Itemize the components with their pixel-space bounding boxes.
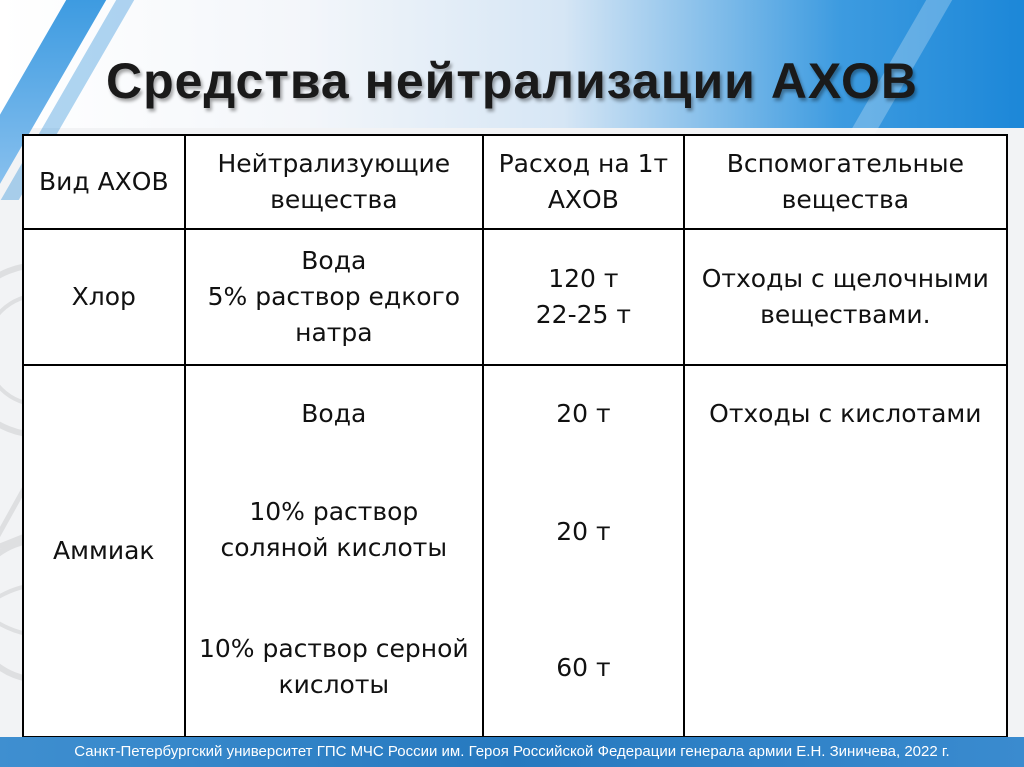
cell-chlor-consumption <box>483 229 684 365</box>
chlor-substance-line: 5% раствор едкого <box>207 282 461 311</box>
table-header-row <box>23 135 1007 229</box>
header-cell-type: Вид АХОВ <box>23 135 185 229</box>
ammonia-substance-line: 10% раствор серной <box>198 634 469 663</box>
cell-chlor-name: Хлор <box>23 229 185 365</box>
chlor-auxiliary-line: веществами. <box>760 300 931 329</box>
cell-chlor-auxiliary <box>684 229 1007 365</box>
ammonia-consumption-line: 60 т <box>556 653 611 682</box>
table-row-ammonia <box>23 365 1007 737</box>
footer-bar: Санкт-Петербургский университет ГПС МЧС России им. Героя Российской Федерации генерала армии Е.Н. Зиничева, 2022 г. <box>0 737 1024 767</box>
cell-ammonia-substances <box>185 365 483 737</box>
table-row-chlor <box>23 229 1007 365</box>
header-cell-substances: Нейтрализующие вещества <box>185 135 483 229</box>
ammonia-consumption-line: 20 т <box>556 517 611 546</box>
cell-ammonia-consumption <box>483 365 684 737</box>
cell-ammonia-name: Аммиак <box>23 365 185 737</box>
ammonia-auxiliary-line: Отходы с кислотами <box>709 399 982 428</box>
ammonia-substance-item <box>192 396 476 432</box>
chlor-auxiliary-line: Отходы с щелочными <box>701 264 989 293</box>
chlor-consumption-line: 120 т <box>548 264 619 293</box>
header-cell-auxiliary: Вспомогательные вещества <box>684 135 1007 229</box>
ammonia-substance-item <box>192 494 476 566</box>
ammonia-consumption-line: 20 т <box>556 399 611 428</box>
header-cell-consumption: Расход на 1т АХОВ <box>483 135 684 229</box>
ammonia-substance-item <box>192 631 476 703</box>
ammonia-substance-line: Вода <box>301 399 367 428</box>
chlor-substance-line: натра <box>295 318 373 347</box>
cell-chlor-substances <box>185 229 483 365</box>
neutralization-table <box>22 134 1008 738</box>
cell-ammonia-auxiliary <box>684 365 1007 737</box>
ammonia-substance-line: 10% раствор <box>249 497 419 526</box>
chlor-substance-line: Вода <box>301 246 367 275</box>
slide-title: Средства нейтрализации АХОВ <box>106 53 918 109</box>
ammonia-substance-line: кислоты <box>278 670 390 699</box>
ammonia-substance-line: соляной кислоты <box>220 533 448 562</box>
chlor-consumption-line: 22-25 т <box>535 300 631 329</box>
